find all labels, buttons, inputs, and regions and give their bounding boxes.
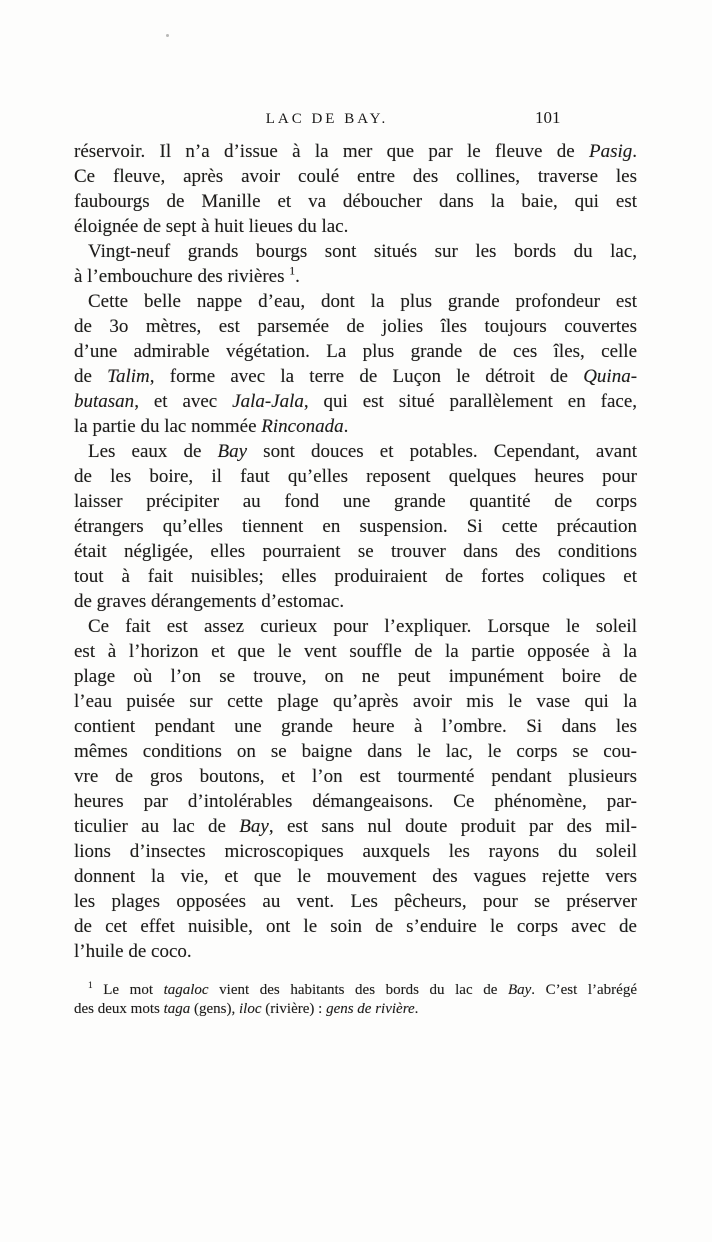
text-line: à l’embouchure des rivières $^1$. [74, 264, 300, 287]
page-number: 101 [535, 108, 561, 127]
text-line: Les eaux de Bay sont douces et potables. Cependant, avant [88, 441, 638, 462]
page-body-text [74, 139, 637, 964]
text-line: laisser précipiter au fond une grande quantité de corps [74, 491, 637, 512]
text-line: éloignée de sept à huit lieues du lac. [74, 216, 349, 237]
text-line: faubourgs de Manille et va déboucher dans la baie, qui est [74, 191, 637, 212]
text-line: de les boire, il faut qu’elles reposent quelques heures pour [74, 466, 637, 487]
text-line: de Talim, forme avec la terre de Luçon le détroit de Quina- [74, 366, 638, 387]
footnote [74, 981, 637, 1019]
text-line: de graves dérangements d’estomac. [74, 591, 345, 612]
text-line: de 3o mètres, est parsemée de jolies îles toujours couvertes [74, 316, 637, 337]
text-line: d’une admirable végétation. La plus grande de ces îles, celle [74, 341, 637, 362]
text-line: heures par d’intolérables démangeaisons. Ce phénomène, par- [74, 791, 637, 812]
text-line: était négligée, elles pourraient se trouver dans des conditions [74, 541, 637, 562]
running-header: LAC DE BAY. [265, 111, 389, 127]
scan-artifact-speck [166, 34, 169, 37]
text-line: lions d’insectes microscopiques auxquels les rayons du soleil [74, 841, 637, 862]
text-line: butasan, et avec Jala-Jala, qui est situé parallèlement en face, [74, 391, 637, 412]
text-line: réservoir. Il n’a d’issue à la mer que par le fleuve de Pasig. [74, 141, 637, 162]
text-line: est à l’horizon et que le vent souffle de la partie opposée à la [74, 641, 637, 662]
text-line: des deux mots taga (gens), iloc (rivière) : gens de rivière. [74, 1001, 419, 1017]
text-line: tout à fait nuisibles; elles produiraient de fortes coliques et [74, 566, 637, 587]
text-line: l’eau puisée sur cette plage qu’après avoir mis le vase qui la [74, 691, 637, 712]
text-line: plage où l’on se trouve, on ne peut impunément boire de [74, 666, 637, 687]
text-line: Vingt-neuf grands bourgs sont situés sur les bords du lac, [88, 241, 637, 262]
text-line: $^1$ Le mot tagaloc vient des habitants des bords du lac de Bay. C’est l’abrégé [88, 981, 637, 998]
text-line: de cet effet nuisible, ont le soin de s’enduire le corps avec de [74, 916, 637, 937]
text-line: contient pendant une grande heure à l’ombre. Si dans les [74, 716, 637, 737]
text-line: Ce fleuve, après avoir coulé entre des collines, traverse les [74, 166, 637, 187]
text-line: l’huile de coco. [74, 941, 192, 962]
text-line: étrangers qu’elles tiennent en suspension. Si cette précaution [74, 516, 637, 537]
text-line: les plages opposées au vent. Les pêcheurs, pour se préserver [74, 891, 637, 912]
text-line: la partie du lac nommée Rinconada. [74, 416, 349, 437]
text-line: mêmes conditions on se baigne dans le lac, le corps se cou- [74, 741, 637, 762]
text-line: Ce fait est assez curieux pour l’expliquer. Lorsque le soleil [88, 616, 637, 637]
text-line: donnent la vie, et que le mouvement des vagues rejette vers [74, 866, 637, 887]
text-line: Cette belle nappe d’eau, dont la plus grande profondeur est [88, 291, 637, 312]
text-line: ticulier au lac de Bay, est sans nul doute produit par des mil- [74, 816, 637, 837]
text-line: vre de gros boutons, et l’on est tourmenté pendant plusieurs [74, 766, 637, 787]
